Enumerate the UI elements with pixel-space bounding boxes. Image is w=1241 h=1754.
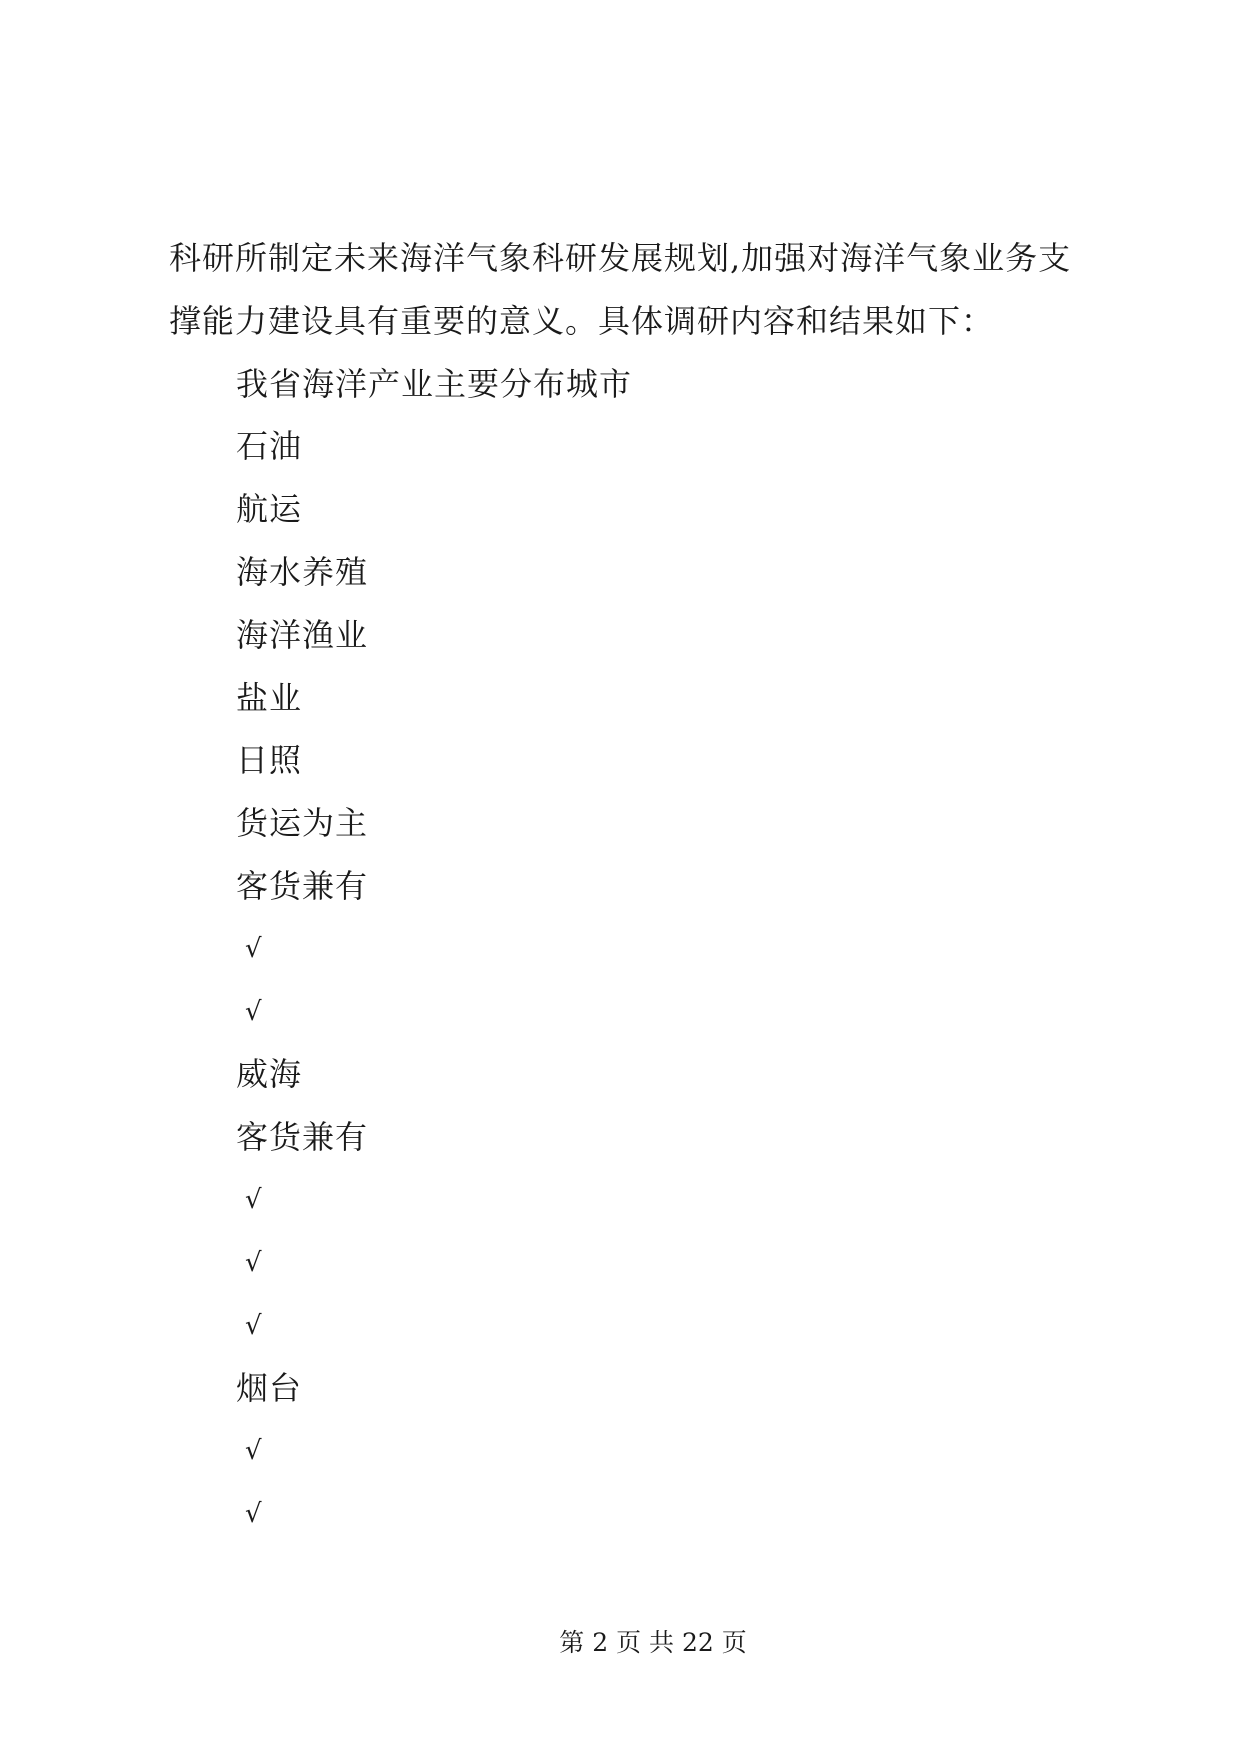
document-body	[169, 227, 1109, 1546]
list-item: 盐业	[236, 678, 303, 717]
paragraph-line: 科研所制定未来海洋气象科研发展规划,加强对海洋气象业务支	[169, 239, 1072, 277]
check-mark: √	[245, 1310, 263, 1341]
paragraph-line: 撑能力建设具有重要的意义。具体调研内容和结果如下：	[169, 301, 995, 340]
list-item: 石油	[236, 427, 303, 466]
city-name: 威海	[236, 1055, 303, 1094]
list-item: 航运	[236, 490, 303, 529]
check-mark: √	[245, 1247, 263, 1278]
check-mark: √	[245, 933, 263, 964]
list-heading: 我省海洋产业主要分布城市	[236, 364, 633, 403]
check-mark: √	[245, 1184, 263, 1215]
list-item: 客货兼有	[236, 1118, 369, 1157]
list-item: 海水养殖	[236, 552, 369, 591]
check-mark: √	[245, 1436, 263, 1467]
intro-paragraph	[169, 227, 1109, 353]
check-mark: √	[245, 996, 263, 1027]
check-mark: √	[245, 1498, 263, 1529]
list-item: 客货兼有	[236, 866, 369, 905]
list-item: 货运为主	[236, 804, 369, 843]
city-name: 烟台	[236, 1369, 303, 1408]
list-item: 海洋渔业	[236, 615, 369, 654]
city-name: 日照	[236, 741, 303, 780]
content-list	[169, 353, 1109, 1546]
page-number-footer: 第 2 页 共 22 页	[559, 1628, 747, 1657]
